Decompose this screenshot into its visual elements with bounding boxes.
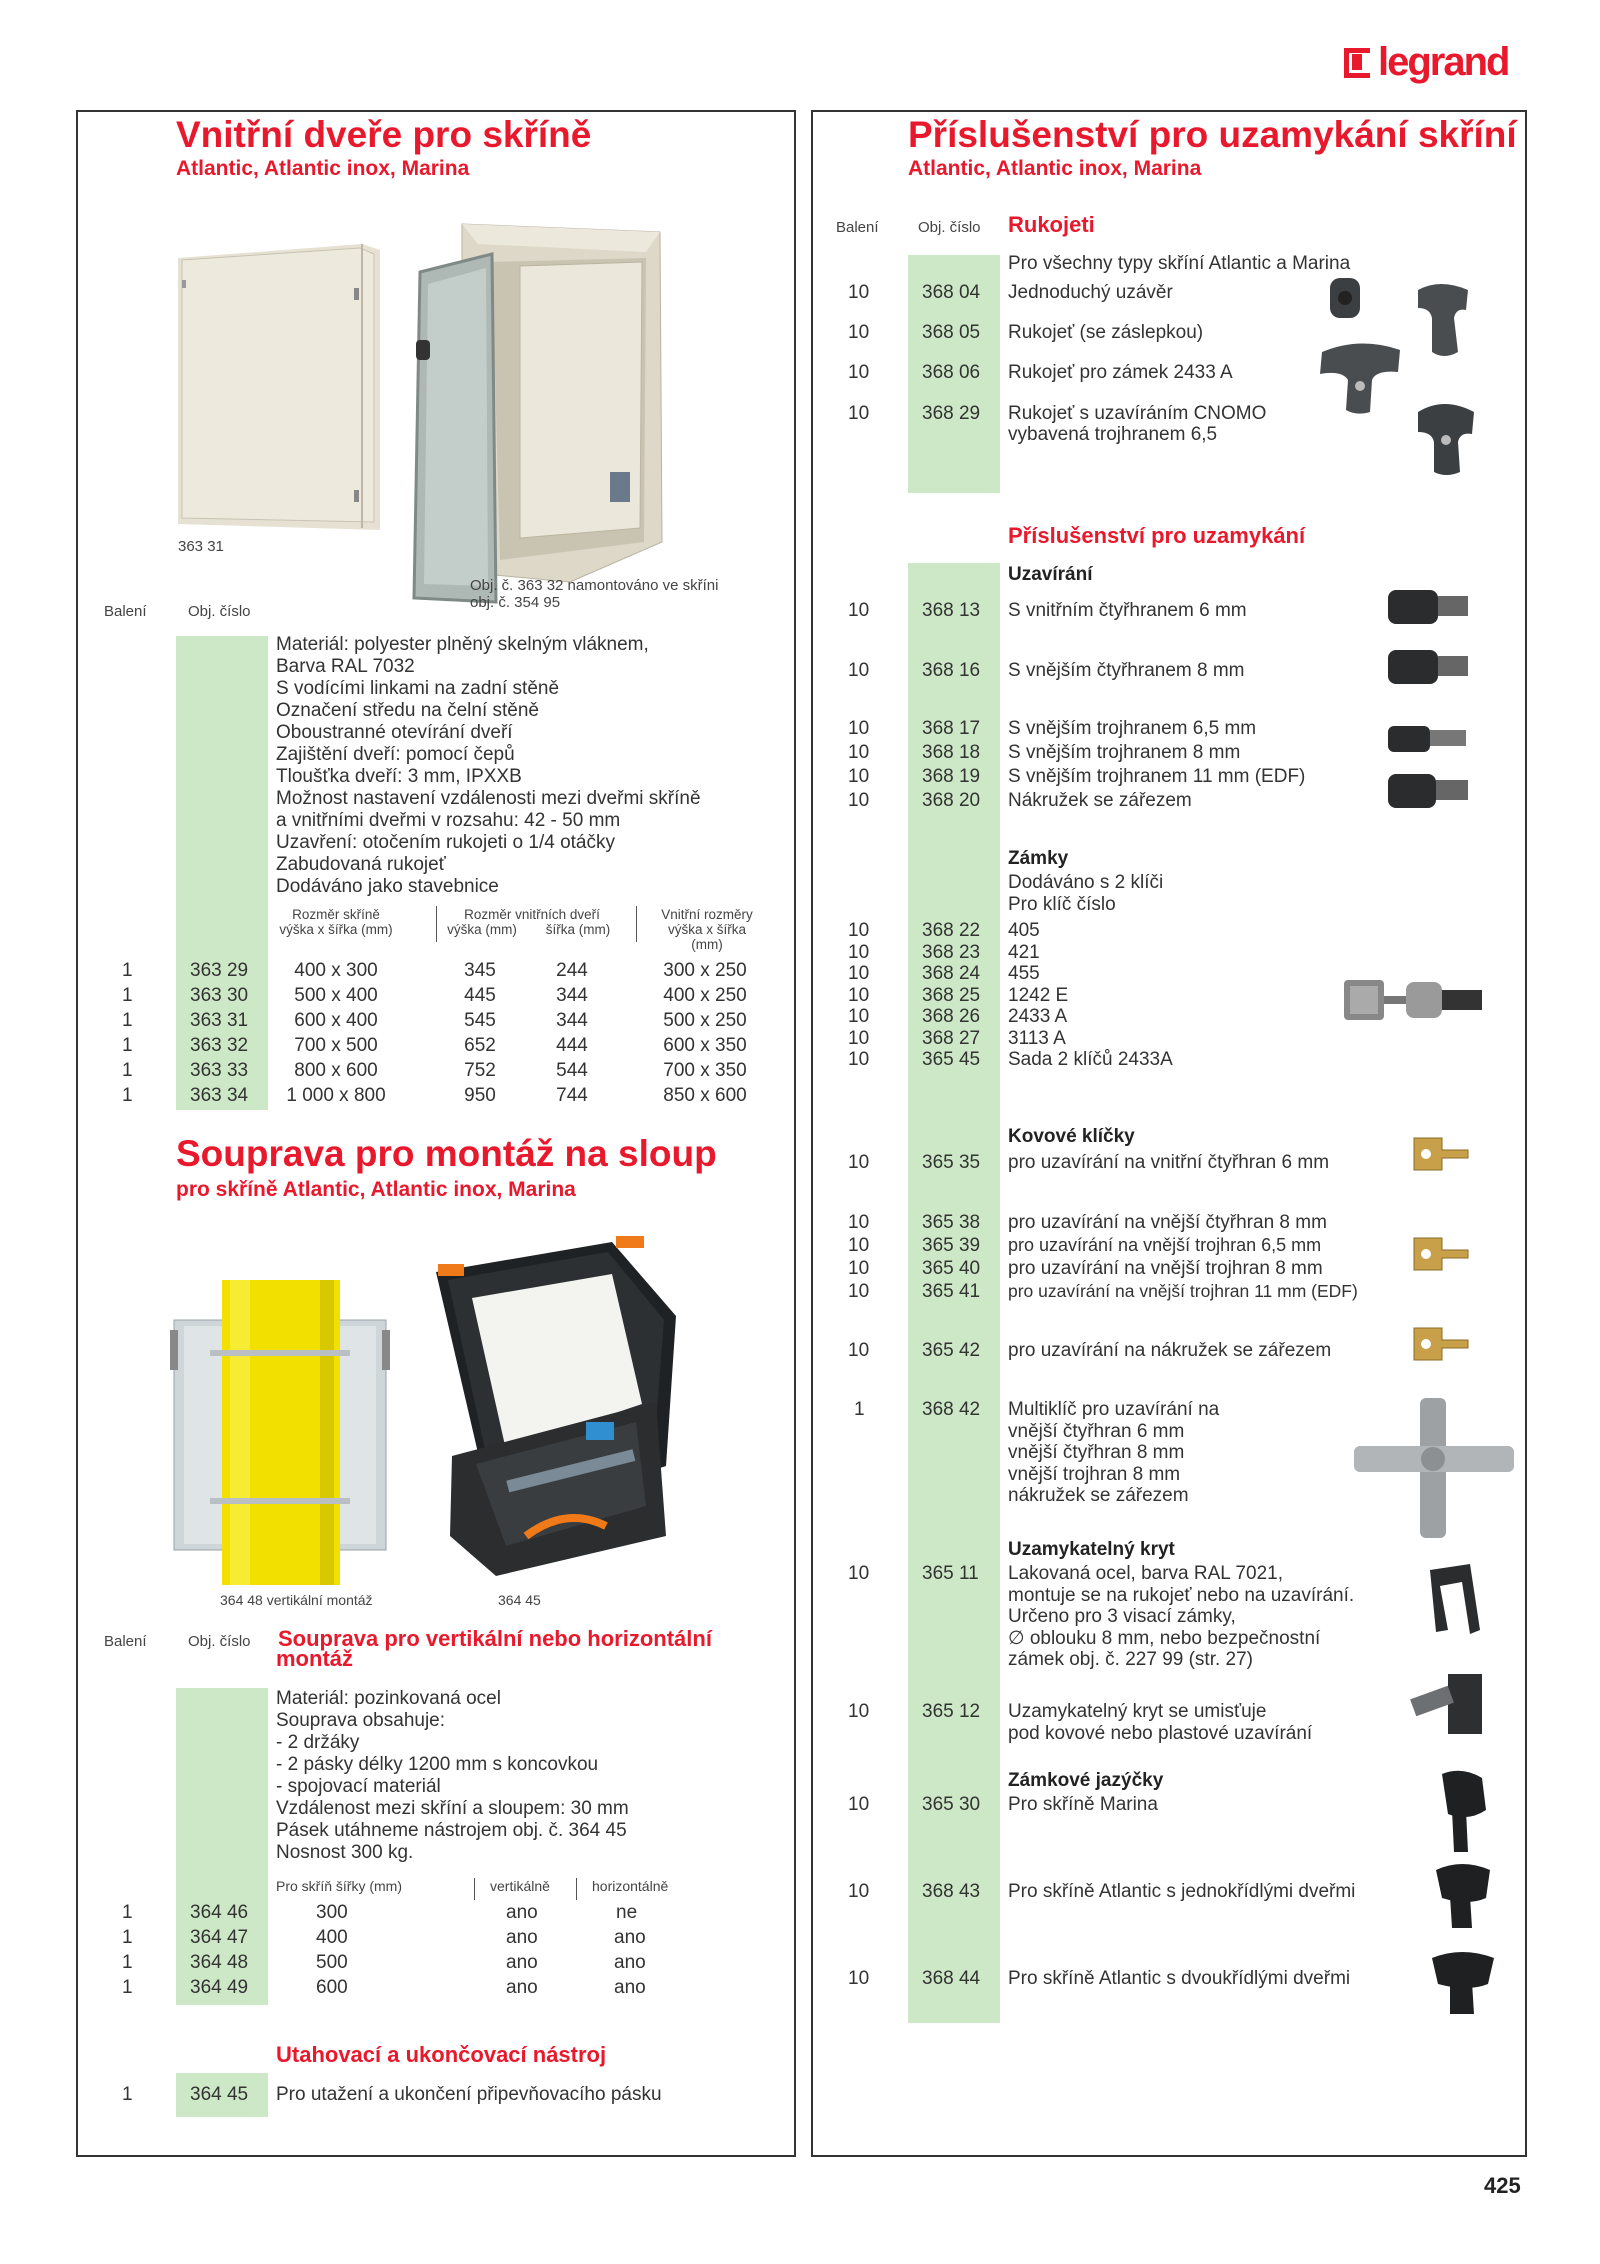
left-title2: Souprava pro montáž na sloup	[176, 1133, 717, 1174]
closures-photo	[1380, 582, 1480, 832]
table1-headers: Rozměr skříně výška x šířka (mm) Rozměr vnitřních dveří výška (mm) šířka (mm) Vnitřní rozměry výška x šířka (mm)	[279, 907, 753, 952]
cover-heading: Uzamykatelný kryt	[1008, 1539, 1175, 1560]
section3-heading: Utahovací a ukončovací nástroj	[276, 2042, 607, 2067]
right-title: Příslušenství pro uzamykání skříní	[908, 114, 1517, 155]
cabinet-photo	[410, 222, 672, 612]
inner-door-description: Materiál: polyester plněný skelným vláknem, Barva RAL 7032 S vodícími linkami na zadní stěně Označení středu na čelní stěně Oboustranné otevírání dveří Zajištění dveří: pomocí čepů Tloušťka dveří: 3 mm, IPXXB Možnost nastavení vzdálenosti mezi dveřmi skříně a vnitřními dveřmi v rozsahu: 42 - 50 mm Uzavření: otočením rukojeti o 1/4 otáčky Zabudovaná rukojeť Dodáváno jako stavebnice	[276, 634, 701, 897]
cover2-photo	[1408, 1672, 1488, 1742]
lock-photo	[1340, 970, 1490, 1030]
handles-heading: Rukojeti	[1008, 212, 1095, 237]
keys-heading: Kovové klíčky	[1008, 1126, 1135, 1147]
left-title: Vnitřní dveře pro skříně	[176, 114, 592, 155]
col-obj-right: Obj. číslo	[918, 219, 981, 236]
right-subtitle: Atlantic, Atlantic inox, Marina	[908, 157, 1202, 180]
table2-headers: Pro skříň šířky (mm) vertikálně horizontálně	[270, 1878, 690, 1904]
page-number: 425	[1484, 2173, 1521, 2198]
cover1-photo	[1420, 1560, 1490, 1640]
locks-heading: Zámky	[1008, 848, 1069, 869]
col-obj-left: Obj. číslo	[188, 603, 251, 620]
multikey-photo	[1354, 1398, 1514, 1538]
pole-kit-description: Materiál: pozinkovaná ocel Souprava obsahuje: - 2 držáky - 2 pásky délky 1200 mm s koncovkou - spojovací materiál Vzdálenost mezi skříní a sloupem: 30 mm Pásek utáhneme nástrojem obj. č. 364 45 Nosnost 300 kg.	[276, 1688, 629, 1863]
col-baleni-left2: Balení	[104, 1633, 147, 1650]
col-baleni-left: Balení	[104, 603, 147, 620]
photo-caption-b2: obj. č. 354 95	[470, 594, 561, 611]
left-subtitle2: pro skříně Atlantic, Atlantic inox, Marina	[176, 1178, 576, 1201]
col-obj-left2: Obj. číslo	[188, 1633, 251, 1650]
acc-heading: Příslušenství pro uzamykání	[1008, 523, 1306, 548]
brass-keys-photo	[1408, 1128, 1488, 1378]
inner-door-photo	[174, 240, 384, 530]
section2-heading-a: Souprava pro vertikální nebo horizontální	[278, 1626, 712, 1651]
brand-name: legrand	[1378, 40, 1509, 84]
tongues-photo	[1428, 1770, 1498, 2040]
pole-mount-photo	[170, 1280, 390, 1585]
handles-note: Pro všechny typy skříní Atlantic a Marina	[1008, 253, 1351, 274]
locks-note-2: Pro klíč číslo	[1008, 894, 1116, 915]
col-baleni-right: Balení	[836, 219, 879, 236]
left-subtitle: Atlantic, Atlantic inox, Marina	[176, 157, 470, 180]
tongue-heading: Zámkové jazýčky	[1008, 1770, 1164, 1791]
tool-case-photo	[436, 1236, 681, 1576]
photo-caption-a: 363 31	[178, 538, 224, 555]
section2-heading-b: montáž	[276, 1646, 353, 1671]
legrand-logo	[1344, 40, 1544, 90]
handles-photo	[1310, 262, 1520, 502]
photo-caption-d: 364 45	[498, 1592, 541, 1608]
photo-caption-b1: Obj. č. 363 32 namontováno ve skříni	[470, 577, 719, 594]
photo-caption-c: 364 48 vertikální montáž	[220, 1592, 373, 1608]
closures-heading: Uzavírání	[1008, 564, 1093, 585]
locks-note-1: Dodáváno s 2 klíči	[1008, 872, 1164, 893]
